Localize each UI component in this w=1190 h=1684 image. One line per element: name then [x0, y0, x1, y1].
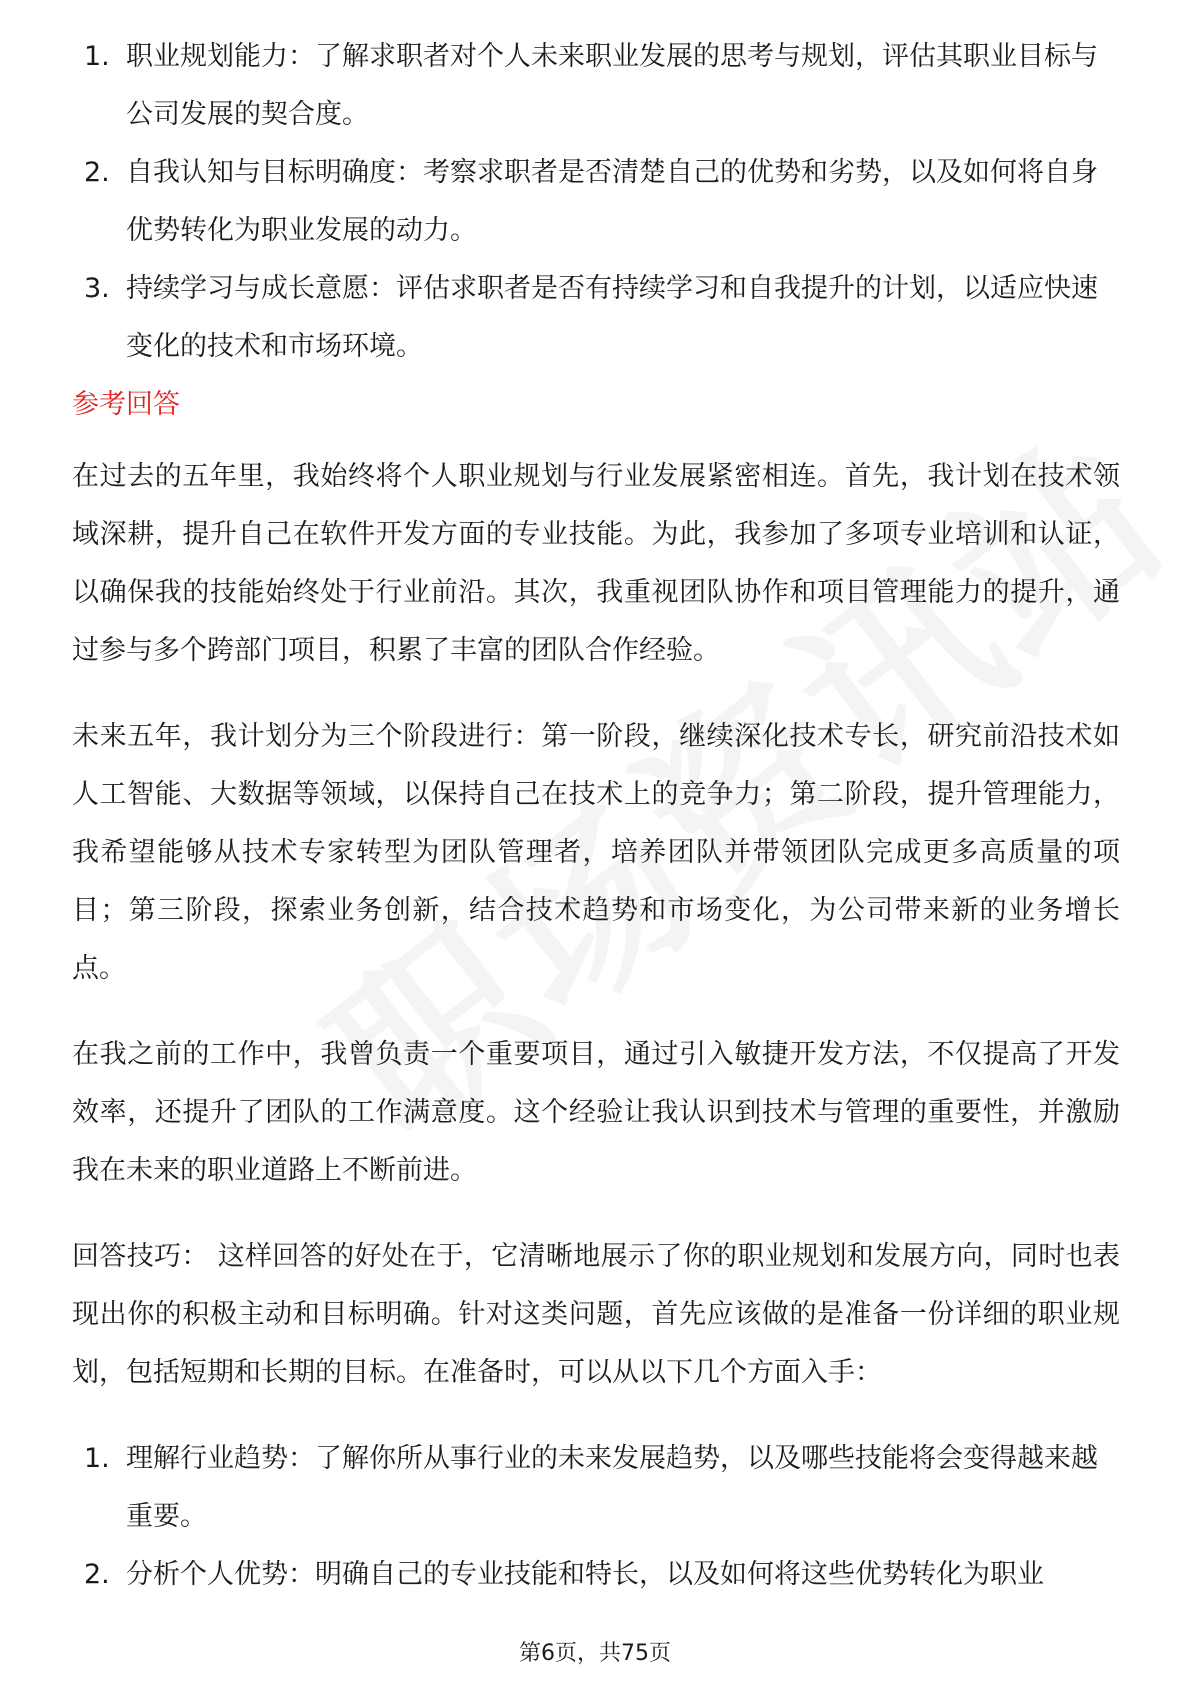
list-item	[72, 1430, 1120, 1546]
list-item-number: 2.	[84, 1559, 110, 1590]
tips-paragraph: 回答技巧： 这样回答的好处在于，它清晰地展示了你的职业规划和发展方向，同时也表现出你的积极主动和目标明确。针对这类问题，首先应该做的是准备一份详细的职业规划，包括短期和长期的目标。在准备时，可以从以下几个方面入手：	[72, 1241, 1120, 1388]
list-item-number: 1.	[84, 1443, 110, 1474]
page-content	[72, 28, 1120, 1604]
list-item-number: 3.	[84, 273, 110, 304]
list-item-text: 理解行业趋势：了解你所从事行业的未来发展趋势，以及哪些技能将会变得越来越重要。	[126, 1443, 1098, 1532]
section-title: 参考回答	[72, 389, 180, 420]
answer-paragraph: 未来五年，我计划分为三个阶段进行：第一阶段，继续深化技术专长，研究前沿技术如人工智能、大数据等领域，以保持自己在技术上的竞争力；第二阶段，提升管理能力，我希望能够从技术专家转型为团队管理者，培养团队并带领团队完成更多高质量的项目；第三阶段，探索业务创新，结合技术趋势和市场变化，为公司带来新的业务增长点。	[72, 721, 1120, 984]
list-item-number: 1.	[84, 41, 110, 72]
answer-paragraph: 在过去的五年里，我始终将个人职业规划与行业发展紧密相连。首先，我计划在技术领域深耕，提升自己在软件开发方面的专业技能。为此，我参加了多项专业培训和认证，以确保我的技能始终处于行业前沿。其次，我重视团队协作和项目管理能力的提升，通过参与多个跨部门项目，积累了丰富的团队合作经验。	[72, 461, 1120, 666]
page-number: 第6页，共75页	[519, 1641, 671, 1666]
tips-list	[72, 1430, 1120, 1604]
list-item	[72, 1546, 1120, 1604]
criteria-list	[72, 28, 1120, 376]
list-item-text: 职业规划能力：了解求职者对个人未来职业发展的思考与规划，评估其职业目标与公司发展的契合度。	[126, 41, 1098, 130]
list-item	[72, 28, 1120, 144]
list-item-text: 自我认知与目标明确度：考察求职者是否清楚自己的优势和劣势，以及如何将自身优势转化为职业发展的动力。	[126, 157, 1098, 246]
list-item-text: 分析个人优势：明确自己的专业技能和特长，以及如何将这些优势转化为职业	[126, 1559, 1044, 1590]
list-item-text: 持续学习与成长意愿：评估求职者是否有持续学习和自我提升的计划，以适应快速变化的技术和市场环境。	[126, 273, 1098, 362]
answer-paragraph: 在我之前的工作中，我曾负责一个重要项目，通过引入敏捷开发方法，不仅提高了开发效率，还提升了团队的工作满意度。这个经验让我认识到技术与管理的重要性，并激励我在未来的职业道路上不断前进。	[72, 1039, 1120, 1186]
list-item	[72, 260, 1120, 376]
list-item-number: 2.	[84, 157, 110, 188]
list-item	[72, 144, 1120, 260]
